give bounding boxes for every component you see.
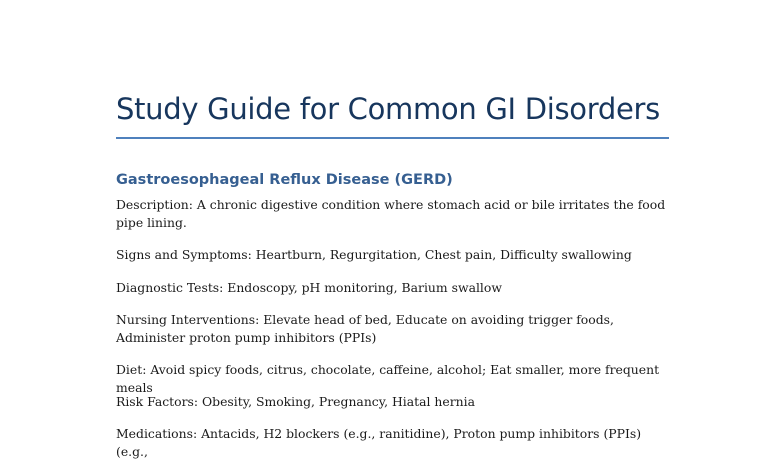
description-paragraph: Description: A chronic digestive condition where stomach acid or bile irritates the food pipe lining.	[116, 197, 666, 230]
diagnostic-tests-paragraph: Diagnostic Tests: Endoscopy, pH monitoring, Barium swallow	[116, 280, 502, 295]
section-heading: Gastroesophageal Reflux Disease (GERD)	[116, 172, 453, 188]
signs-symptoms-paragraph: Signs and Symptoms: Heartburn, Regurgitation, Chest pain, Difficulty swallowing	[116, 247, 632, 262]
diet-paragraph: Diet: Avoid spicy foods, citrus, chocolate, caffeine, alcohol; Eat smaller, more frequent meals	[116, 362, 660, 395]
title-underline	[116, 137, 669, 139]
document-title: Study Guide for Common GI Disorders	[116, 92, 660, 126]
medications-paragraph: Medications: Antacids, H2 blockers (e.g., ranitidine), Proton pump inhibitors (PPIs) (e.g.,	[116, 426, 642, 459]
risk-factors-paragraph: Risk Factors: Obesity, Smoking, Pregnancy, Hiatal hernia	[116, 394, 475, 409]
nursing-interventions-paragraph: Nursing Interventions: Elevate head of bed, Educate on avoiding trigger foods, Administer proton pump inhibitors (PPIs)	[116, 312, 614, 345]
